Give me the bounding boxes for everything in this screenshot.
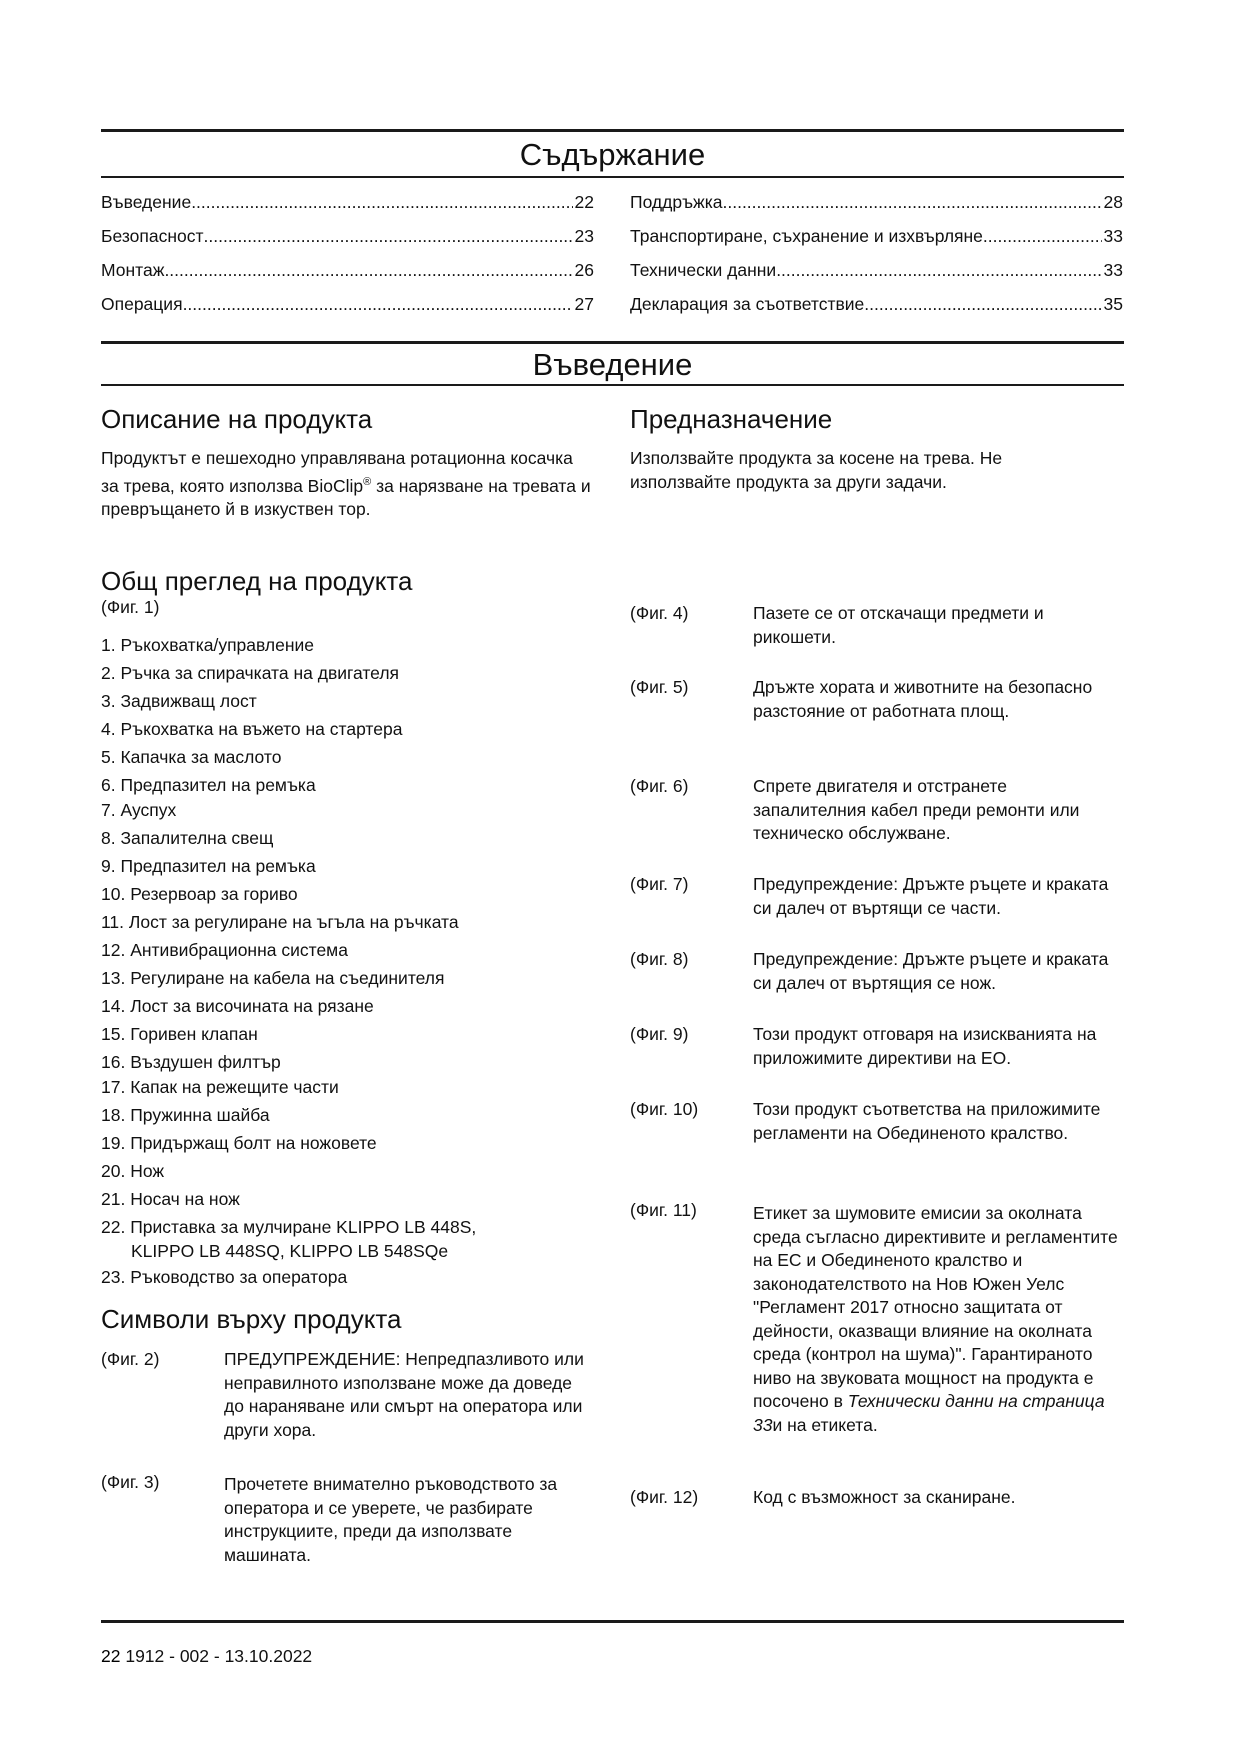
symbol-description-part: Етикет за шумовите емисии за околната среда съгласно директивите и регламентите на ЕС и Обединеното кралство и законодателството на Нов Южен Уелс "Регламент 2017 относно защитата от дейности, оказващи влияние на околната среда (контрол на шума)". Гарантираното ниво на звуковата мощност на продукта е посочено в xyxy=(753,1203,1118,1411)
page-number: 22 xyxy=(101,1646,121,1666)
toc-entry-page: 22 xyxy=(574,192,594,212)
toc-leader-dots xyxy=(723,191,1102,213)
item-text: Задвижващ лост xyxy=(120,691,257,711)
item-text: Предпазител на ремъка xyxy=(120,856,316,876)
symbol-description: ПРЕДУПРЕЖДЕНИЕ: Непредпазливото или неправилното използване може да доведе до нараняване или смърт на оператора или други хора. xyxy=(224,1349,584,1440)
toc-entry-page: 28 xyxy=(1103,192,1123,212)
footer-rule xyxy=(101,1620,1124,1623)
item-number: 23. xyxy=(101,1267,126,1287)
item-number: 2. xyxy=(101,663,116,683)
list-item xyxy=(101,689,581,717)
purpose-heading: Предназначение xyxy=(630,404,833,434)
item-text: Предпазител на ремъка xyxy=(120,775,316,795)
list-item xyxy=(101,826,581,854)
toc-entry[interactable] xyxy=(630,259,1123,281)
item-number: 15. xyxy=(101,1024,126,1044)
description-text-part: Продуктът е пешеходно управлявана ротационна косачка за трева, която използва BioClip xyxy=(101,448,573,496)
list-item xyxy=(101,938,581,966)
toc-entry-page: 35 xyxy=(1103,294,1123,314)
item-text: Приставка за мулчиране KLIPPO LB 448S, xyxy=(130,1217,477,1237)
item-text: Нож xyxy=(130,1161,165,1181)
item-number: 10. xyxy=(101,884,126,904)
item-number: 3. xyxy=(101,691,116,711)
list-item xyxy=(101,633,581,661)
item-text: Резервоар за гориво xyxy=(130,884,298,904)
item-number: 17. xyxy=(101,1077,126,1097)
toc-entry-page: 26 xyxy=(574,260,594,280)
item-number: 12. xyxy=(101,940,126,960)
symbol-fig-ref: (Фиг. 4) xyxy=(630,603,689,623)
item-number: 9. xyxy=(101,856,116,876)
symbol-description: Прочетете внимателно ръководството за оператора и се уверете, че разбирате инструкциите, преди да използвате машината. xyxy=(224,1474,558,1565)
item-text: Носач на нож xyxy=(130,1189,240,1209)
item-text: Ръчка за спирачката на двигателя xyxy=(120,663,400,683)
list-item xyxy=(101,1075,581,1103)
item-text: Пружинна шайба xyxy=(130,1105,270,1125)
list-item xyxy=(101,910,581,938)
symbol-description xyxy=(753,1202,1123,1437)
toc-entry-label: Въведение xyxy=(101,192,192,212)
intro-title: Въведение xyxy=(532,347,693,382)
list-item xyxy=(101,1159,581,1187)
toc-entry[interactable] xyxy=(101,293,594,315)
item-text: Лост за височината на рязане xyxy=(130,996,374,1016)
description-text-part: за нарязване на тревата и превръщането й в изкуствен тор. xyxy=(101,475,591,519)
list-item xyxy=(101,1022,581,1050)
toc-entry[interactable] xyxy=(630,293,1123,315)
toc-top-rule xyxy=(101,129,1124,132)
toc-entry[interactable] xyxy=(101,259,594,281)
item-text: Регулиране на кабела на съединителя xyxy=(130,968,445,988)
intro-bottom-rule xyxy=(101,384,1124,386)
item-number: 16. xyxy=(101,1052,126,1072)
toc-entry-label: Декларация за съответствие xyxy=(630,294,865,314)
toc-entry-label: Транспортиране, съхранение и изхвърляне xyxy=(630,226,983,246)
item-number: 5. xyxy=(101,747,116,767)
description-heading: Описание на продукта xyxy=(101,404,373,434)
toc-leader-dots xyxy=(776,259,1101,281)
symbol-description: Пазете се от отскачащи предмети и рикошети. xyxy=(753,603,1044,647)
item-number: 19. xyxy=(101,1133,126,1153)
list-item xyxy=(101,854,581,882)
list-item xyxy=(101,661,581,689)
toc-entry-page: 23 xyxy=(574,226,594,246)
list-item xyxy=(101,994,581,1022)
symbol-description: Спрете двигателя и отстранете запалителния кабел преди ремонти или техническо обслужване. xyxy=(753,776,1080,843)
item-number: 18. xyxy=(101,1105,126,1125)
toc-leader-dots xyxy=(191,191,572,213)
item-number: 11. xyxy=(101,912,125,932)
toc-leader-dots xyxy=(864,293,1101,315)
item-number: 13. xyxy=(101,968,126,988)
overview-parts-list xyxy=(101,633,581,1293)
toc-leader-dots xyxy=(183,293,573,315)
toc-entry[interactable] xyxy=(101,191,594,213)
toc-leader-dots xyxy=(983,225,1102,247)
description-text xyxy=(101,447,591,521)
registered-mark: ® xyxy=(363,475,372,488)
item-text: Въздушен филтър xyxy=(130,1052,281,1072)
toc-entry-page: 33 xyxy=(1103,226,1123,246)
symbol-fig-ref: (Фиг. 5) xyxy=(630,677,689,697)
symbol-description: Предупреждение: Дръжте ръцете и краката си далеч от въртящия се нож. xyxy=(753,949,1109,993)
toc-leader-dots xyxy=(204,225,573,247)
item-text: Ръкохватка на въжето на стартера xyxy=(120,719,403,739)
toc-entry-label: Монтаж xyxy=(101,260,165,280)
item-text: Запалителна свещ xyxy=(120,828,274,848)
toc-entry-label: Операция xyxy=(101,294,183,314)
item-text: Ръкохватка/управление xyxy=(120,635,315,655)
item-text-continued: KLIPPO LB 448SQ, KLIPPO LB 548SQe xyxy=(131,1241,449,1261)
symbol-fig-ref: (Фиг. 11) xyxy=(630,1200,697,1220)
toc-entry-page: 33 xyxy=(1103,260,1123,280)
list-item xyxy=(101,1265,581,1293)
toc-entry[interactable] xyxy=(630,191,1123,213)
item-text: Капачка за маслото xyxy=(120,747,282,767)
item-text: Ръководство за оператора xyxy=(130,1267,348,1287)
document-info: 1912 - 002 - 13.10.2022 xyxy=(125,1646,313,1666)
list-item xyxy=(101,798,581,826)
page-footer xyxy=(101,1645,312,1667)
item-text: Придържащ болт на ножовете xyxy=(130,1133,377,1153)
toc-entry[interactable] xyxy=(630,225,1123,247)
technical-data-link[interactable]: Технически данни на страница 33 xyxy=(753,1391,1105,1435)
symbol-fig-ref: (Фиг. 2) xyxy=(101,1349,160,1369)
item-number: 21. xyxy=(101,1189,126,1209)
symbol-fig-ref: (Фиг. 9) xyxy=(630,1024,689,1044)
overview-fig-ref: (Фиг. 1) xyxy=(101,597,160,617)
list-item xyxy=(101,966,581,994)
list-item xyxy=(101,745,581,773)
list-item xyxy=(101,1131,581,1159)
item-number: 14. xyxy=(101,996,126,1016)
item-number: 4. xyxy=(101,719,116,739)
symbol-fig-ref: (Фиг. 6) xyxy=(630,776,689,796)
purpose-text: Използвайте продукта за косене на трева. Не използвайте продукта за други задачи. xyxy=(630,448,1003,492)
item-text: Ауспух xyxy=(120,800,177,820)
list-item xyxy=(101,882,581,910)
toc-leader-dots xyxy=(164,259,572,281)
item-text: Лост за регулиране на ъгъла на ръчката xyxy=(128,912,459,932)
symbol-fig-ref: (Фиг. 10) xyxy=(630,1099,699,1119)
item-text: Антивибрационна система xyxy=(130,940,348,960)
item-text: Капак на режещите части xyxy=(130,1077,339,1097)
symbol-fig-ref: (Фиг. 3) xyxy=(101,1472,160,1492)
symbol-description-part: и на етикета. xyxy=(772,1414,878,1435)
item-number: 22. xyxy=(101,1217,126,1237)
item-text: Горивен клапан xyxy=(130,1024,258,1044)
item-number: 8. xyxy=(101,828,116,848)
symbol-description: Този продукт отговаря на изискванията на приложимите директиви на ЕО. xyxy=(753,1024,1097,1068)
toc-entry[interactable] xyxy=(101,225,594,247)
symbol-fig-ref: (Фиг. 8) xyxy=(630,949,689,969)
list-item xyxy=(101,1187,581,1215)
toc-entry-page: 27 xyxy=(574,294,594,314)
list-item xyxy=(101,1103,581,1131)
toc-entry-label: Безопасност xyxy=(101,226,204,246)
symbol-description: Предупреждение: Дръжте ръцете и краката си далеч от въртящи се части. xyxy=(753,874,1109,918)
toc-title: Съдържание xyxy=(519,137,706,172)
list-item xyxy=(101,1215,581,1265)
symbol-fig-ref: (Фиг. 7) xyxy=(630,874,689,894)
symbol-description: Този продукт съответства на приложимите регламенти на Обединеното кралство. xyxy=(753,1099,1101,1143)
symbol-fig-ref: (Фиг. 12) xyxy=(630,1487,699,1507)
list-item xyxy=(101,1050,581,1075)
item-number: 7. xyxy=(101,800,116,820)
overview-heading: Общ преглед на продукта xyxy=(101,566,413,596)
symbol-description: Дръжте хората и животните на безопасно разстояние от работната площ. xyxy=(753,677,1093,721)
list-item xyxy=(101,717,581,745)
item-number: 1. xyxy=(101,635,116,655)
symbols-heading: Символи върху продукта xyxy=(101,1304,402,1334)
symbol-description: Код с възможност за сканиране. xyxy=(753,1487,1016,1507)
item-number: 6. xyxy=(101,775,116,795)
intro-top-rule xyxy=(101,341,1124,344)
toc-entry-label: Технически данни xyxy=(630,260,777,280)
list-item xyxy=(101,773,581,798)
item-number: 20. xyxy=(101,1161,126,1181)
toc-bottom-rule xyxy=(101,176,1124,178)
toc-entry-label: Поддръжка xyxy=(630,192,723,212)
